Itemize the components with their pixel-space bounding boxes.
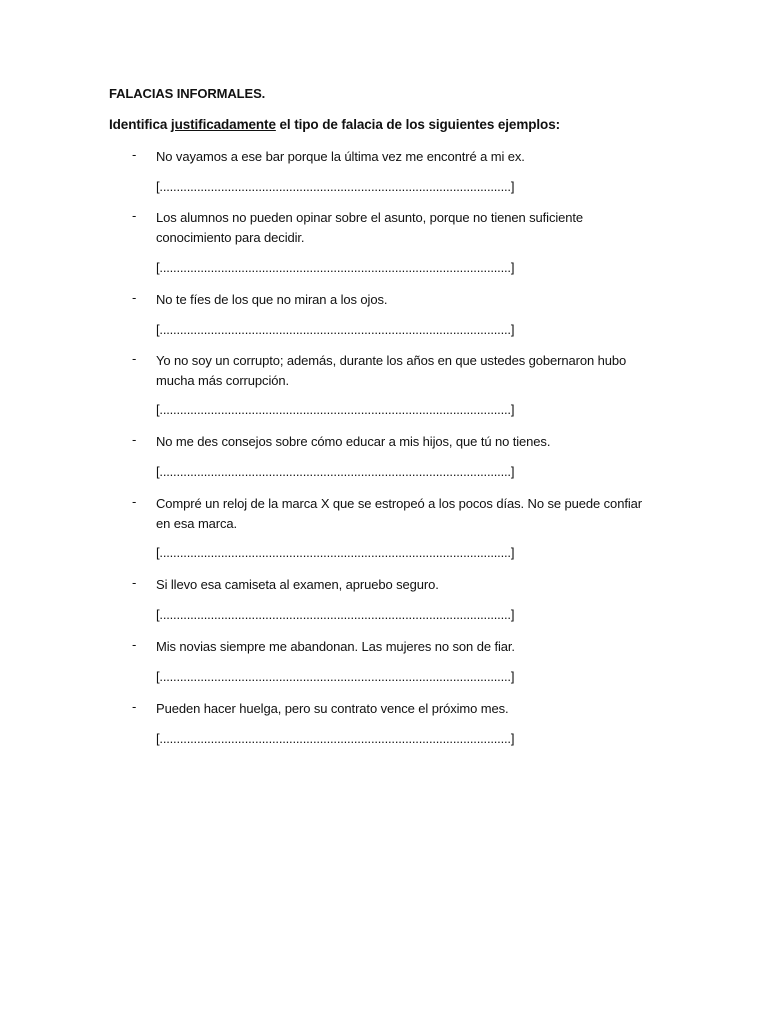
answer-blank: [.......................................................................................................] — [156, 731, 515, 746]
document-title: FALACIAS INFORMALES. — [109, 86, 266, 101]
bullet-dash: - — [132, 575, 137, 590]
item-text: Mis novias siempre me abandonan. Las mujeres no son de fiar. — [156, 639, 515, 654]
instruction-underlined-word: justificadamente — [170, 117, 276, 132]
answer-blank: [.......................................................................................................] — [156, 260, 515, 275]
bullet-dash: - — [132, 147, 137, 162]
instruction-text — [109, 117, 560, 132]
bullet-dash: - — [132, 637, 137, 652]
answer-blank: [.......................................................................................................] — [156, 669, 515, 684]
item-text: Yo no soy un corrupto; además, durante los años en que ustedes gobernaron hubo mucha más corrupción. — [156, 353, 627, 388]
bullet-dash: - — [132, 699, 137, 714]
answer-blank: [.......................................................................................................] — [156, 545, 515, 560]
bullet-dash: - — [132, 208, 137, 223]
bullet-dash: - — [132, 290, 137, 305]
item-text: No me des consejos sobre cómo educar a mis hijos, que tú no tienes. — [156, 434, 551, 449]
item-text: Si llevo esa camiseta al examen, apruebo seguro. — [156, 577, 439, 592]
bullet-dash: - — [132, 494, 137, 509]
answer-blank: [.......................................................................................................] — [156, 402, 515, 417]
instruction-part-2: el tipo de falacia de los siguientes ejemplos: — [275, 117, 560, 132]
bullet-dash: - — [132, 351, 137, 366]
item-text: No te fíes de los que no miran a los ojos. — [156, 292, 388, 307]
instruction-part-1: Identifica — [109, 117, 171, 132]
answer-blank: [.......................................................................................................] — [156, 607, 515, 622]
bullet-dash: - — [132, 432, 137, 447]
answer-blank: [.......................................................................................................] — [156, 179, 515, 194]
item-text: No vayamos a ese bar porque la última vez me encontré a mi ex. — [156, 149, 525, 164]
answer-blank: [.......................................................................................................] — [156, 322, 515, 337]
item-text: Pueden hacer huelga, pero su contrato vence el próximo mes. — [156, 701, 509, 716]
answer-blank: [.......................................................................................................] — [156, 464, 515, 479]
item-text: Compré un reloj de la marca X que se estropeó a los pocos días. No se puede confiar en esa marca. — [156, 496, 642, 531]
item-text: Los alumnos no pueden opinar sobre el asunto, porque no tienen suficiente conocimiento para decidir. — [156, 210, 584, 245]
